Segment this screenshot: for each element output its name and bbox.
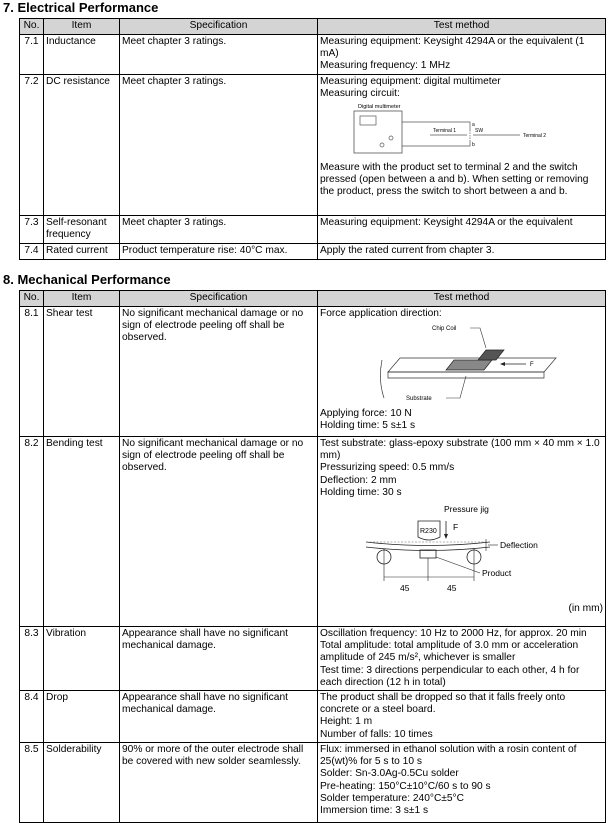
table-row: [20, 627, 606, 691]
digital-multimeter-label: Digital multimeter: [358, 104, 401, 111]
row-method: [318, 243, 606, 259]
header-test-method: Test method: [318, 19, 606, 35]
row-item: Drop: [44, 691, 120, 743]
leader-line: [436, 557, 480, 573]
row-no: 8.5: [20, 743, 44, 823]
table-row: [20, 74, 606, 215]
row-method: [318, 627, 606, 691]
row-spec: No significant mechanical damage or no sign of electrode peeling off shall be observed.: [120, 437, 318, 627]
table-row: [20, 35, 606, 75]
method-line: Force application direction:: [320, 308, 442, 319]
header-specification: Specification: [120, 291, 318, 307]
row-spec: 90% or more of the outer electrode shall be covered with new solder seamlessly.: [120, 743, 318, 823]
terminal-2-label: Terminal 2: [523, 133, 547, 140]
method-line: Pre-heating: 150°C±10°C/60 s to 90 s: [320, 780, 491, 792]
multimeter-jack: [380, 143, 384, 147]
row-no: 8.4: [20, 691, 44, 743]
deflection-label: Deflection: [500, 540, 538, 551]
row-spec: Appearance shall have no significant mechanical damage.: [120, 627, 318, 691]
row-method: [318, 74, 606, 215]
dimension-label: 45: [400, 583, 410, 594]
substrate-label: Substrate: [406, 396, 432, 403]
row-spec: Product temperature rise: 40°C max.: [120, 243, 318, 259]
row-no: 8.3: [20, 627, 44, 691]
method-line: Apply the rated current from chapter 3.: [320, 244, 495, 256]
row-method: [318, 437, 606, 627]
header-specification: Specification: [120, 19, 318, 35]
row-no: 8.1: [20, 307, 44, 437]
table-row: [20, 743, 606, 823]
row-item: Shear test: [44, 307, 120, 437]
substrate-top-line: [366, 542, 490, 546]
radius-label: R230: [420, 528, 437, 536]
method-line: Solder: Sn-3.0Ag-0.5Cu solder: [320, 768, 459, 780]
method-line: Immersion time: 3 s±1 s: [320, 805, 429, 817]
row-spec: Meet chapter 3 ratings.: [120, 35, 318, 75]
method-line: Test substrate: glass-epoxy substrate (100 mm × 40 mm × 1.0 mm): [320, 438, 600, 462]
leader-line: [446, 376, 466, 398]
method-line: Test time: 3 directions perpendicular to each other, 4 h for each direction (12 h in total): [320, 664, 580, 688]
table-row: [20, 437, 606, 627]
bending-test-figure: [320, 499, 604, 603]
header-item: Item: [44, 19, 120, 35]
row-no: 7.4: [20, 243, 44, 259]
force-label: F: [453, 522, 459, 533]
row-method: [318, 307, 606, 437]
multimeter-jack: [389, 136, 393, 140]
row-method: [318, 215, 606, 243]
multimeter-display: [360, 116, 376, 125]
section-title: 7. Electrical Performance: [3, 0, 159, 15]
product-label: Product: [482, 568, 512, 579]
shear-test-figure: [320, 320, 604, 408]
row-method: [318, 35, 606, 75]
header-no: No.: [20, 291, 44, 307]
unit-note: (in mm): [568, 603, 603, 615]
method-line: Measure with the product set to terminal 2 and the switch pressed (open between a and b). When setting or removing the product, press the switch to short between a and b.: [320, 162, 589, 198]
method-line: Flux: immersed in ethanol solution with a rosin content of 25(wt)% for 5 s to 10 s: [320, 744, 577, 768]
row-spec: Meet chapter 3 ratings.: [120, 215, 318, 243]
method-line: Measuring equipment: Keysight 4294A or the equivalent: [320, 216, 573, 228]
row-item: Bending test: [44, 437, 120, 627]
method-line: Deflection: 2 mm: [320, 474, 397, 486]
point-b-label: b: [472, 142, 475, 149]
method-line: Holding time: 5 s±1 s: [320, 420, 416, 432]
header-no: No.: [20, 19, 44, 35]
dimension-label: 45: [447, 583, 457, 594]
product-box: [420, 550, 436, 558]
row-item: DC resistance: [44, 74, 120, 215]
method-line: Solder temperature: 240°C±5°C: [320, 792, 464, 804]
row-no: 7.3: [20, 215, 44, 243]
row-spec: Meet chapter 3 ratings.: [120, 74, 318, 215]
row-item: Vibration: [44, 627, 120, 691]
row-spec: Appearance shall have no significant mechanical damage.: [120, 691, 318, 743]
terminal-1-label: Terminal 1: [433, 128, 457, 135]
method-line: Measuring frequency: 1 MHz: [320, 60, 451, 72]
row-spec: No significant mechanical damage or no sign of electrode peeling off shall be observed.: [120, 307, 318, 437]
method-line: Measuring equipment: Keysight 4294A or the equivalent (1 mA): [320, 36, 585, 60]
method-line: Measuring equipment: digital multimeter: [320, 75, 501, 87]
method-line: Oscillation frequency: 10 Hz to 2000 Hz, for approx. 20 min: [320, 628, 587, 639]
method-line: The product shall be dropped so that it falls freely onto concrete or a steel board.: [320, 692, 566, 716]
table-header-row: [20, 19, 606, 35]
method-line: Number of falls: 10 times: [320, 728, 433, 740]
method-line: Height: 1 m: [320, 716, 373, 728]
multimeter-body: [354, 111, 402, 153]
row-item: Rated current: [44, 243, 120, 259]
header-test-method: Test method: [318, 291, 606, 307]
chip-coil-body: [478, 350, 504, 360]
method-line: Applying force: 10 N: [320, 408, 412, 420]
sw-label: SW: [475, 128, 484, 135]
method-line: Total amplitude: total amplitude of 3.0 mm or acceleration amplitude of 245 m/s², whichever is smaller: [320, 640, 579, 664]
row-item: Self-resonant frequency: [44, 215, 120, 243]
leader-line: [470, 328, 486, 348]
row-no: 8.2: [20, 437, 44, 627]
point-a-label: a: [472, 122, 475, 129]
pressure-jig-label: Pressure jig: [444, 504, 489, 515]
row-no: 7.1: [20, 35, 44, 75]
chip-coil-top: [446, 360, 492, 370]
chip-coil-label: Chip Coil: [432, 326, 457, 333]
method-line: Measuring circuit:: [320, 87, 400, 99]
row-item: Solderability: [44, 743, 120, 823]
row-no: 7.2: [20, 74, 44, 215]
mechanical-performance-table: [19, 290, 606, 823]
table-row: [20, 691, 606, 743]
measuring-circuit-figure: [320, 100, 604, 162]
substrate-edge: [380, 360, 384, 398]
row-method: [318, 691, 606, 743]
header-item: Item: [44, 291, 120, 307]
electrical-performance-table: [19, 18, 606, 260]
force-arrowhead: [500, 362, 505, 366]
force-arrowhead: [444, 534, 448, 539]
row-item: Inductance: [44, 35, 120, 75]
force-label: F: [530, 362, 534, 369]
wire: [402, 140, 470, 146]
table-row: [20, 215, 606, 243]
table-header-row: [20, 291, 606, 307]
method-line: Holding time: 30 s: [320, 486, 402, 498]
table-row: [20, 243, 606, 259]
method-line: Pressurizing speed: 0.5 mm/s: [320, 462, 455, 474]
row-method: [318, 743, 606, 823]
section-title: 8. Mechanical Performance: [3, 272, 171, 287]
table-row: [20, 307, 606, 437]
